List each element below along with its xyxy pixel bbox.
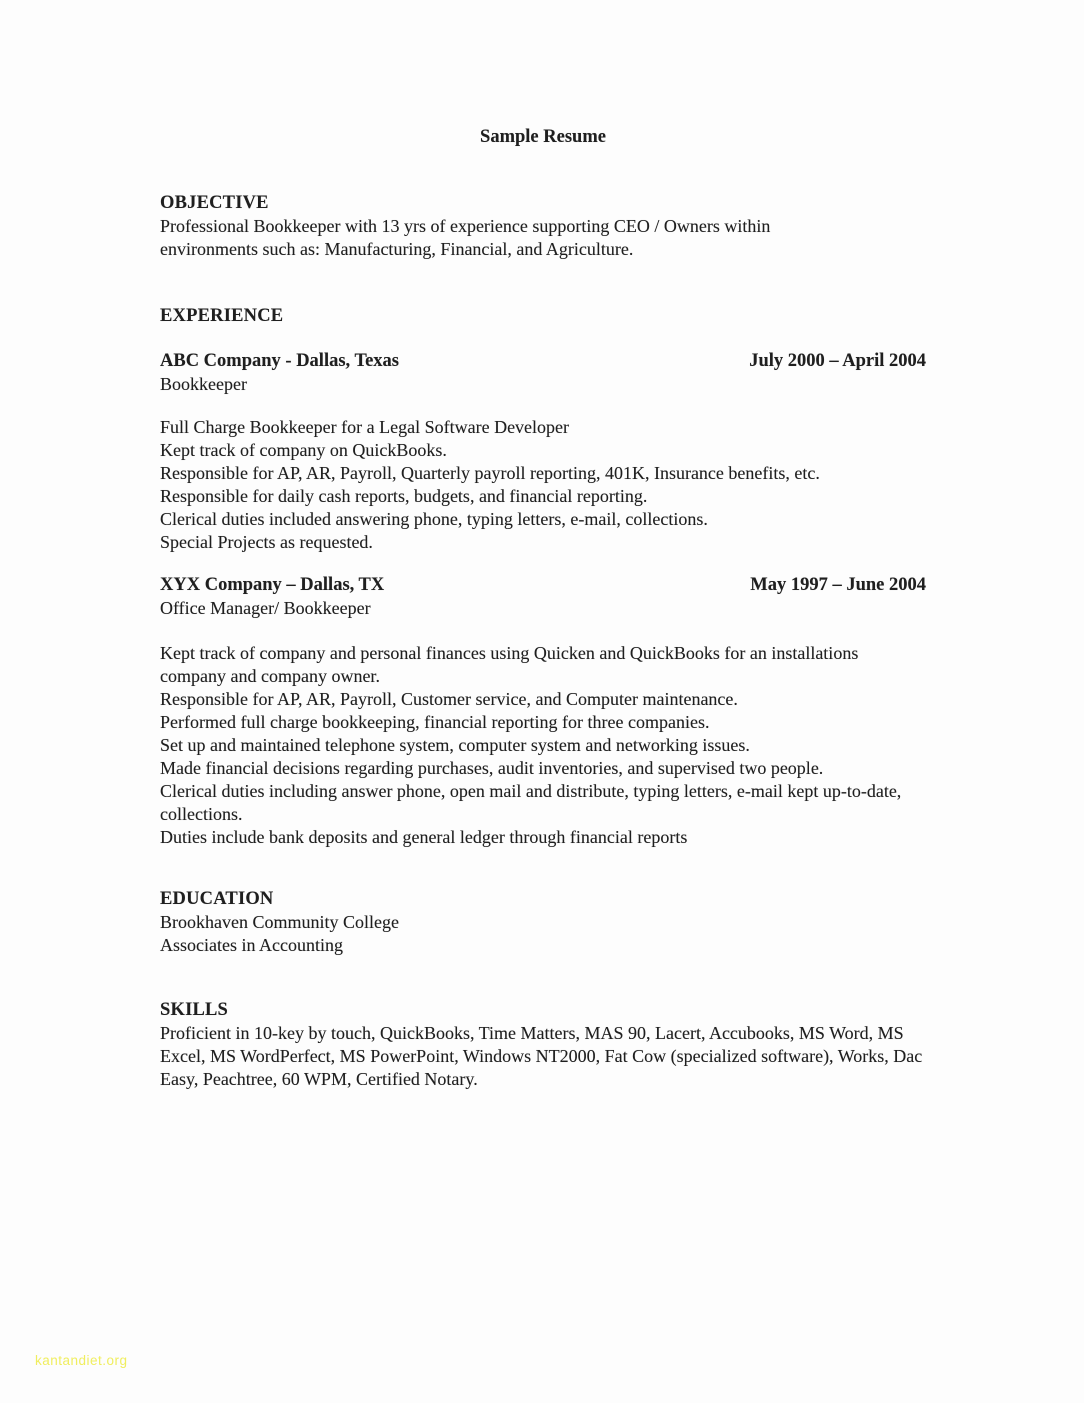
duty-line: Kept track of company and personal finances using Quicken and QuickBooks for an installations company and company owner. xyxy=(160,643,859,686)
duty-line: Clerical duties including answer phone, open mail and distribute, typing letters, e-mail kept up-to-date, collections. xyxy=(160,781,902,824)
duty-line: Special Projects as requested. xyxy=(160,532,373,552)
job-header xyxy=(160,574,926,597)
job-title: Office Manager/ Bookkeeper xyxy=(160,598,371,618)
job-header xyxy=(160,350,926,373)
duty-line: Responsible for daily cash reports, budgets, and financial reporting. xyxy=(160,486,648,506)
duty-line: Made financial decisions regarding purchases, audit inventories, and supervised two people. xyxy=(160,758,824,778)
job-entry-1 xyxy=(160,350,926,554)
duty-line: Performed full charge bookkeeping, financial reporting for three companies. xyxy=(160,712,710,732)
duty-line: Clerical duties included answering phone, typing letters, e-mail, collections. xyxy=(160,509,708,529)
education-school: Brookhaven Community College xyxy=(160,912,399,932)
duty-line: Responsible for AP, AR, Payroll, Customer service, and Computer maintenance. xyxy=(160,689,738,709)
duty-line: Kept track of company on QuickBooks. xyxy=(160,440,447,460)
education-heading: EDUCATION xyxy=(160,889,274,909)
document-title: Sample Resume xyxy=(480,127,606,147)
experience-section xyxy=(160,305,926,849)
duty-line: Full Charge Bookkeeper for a Legal Software Developer xyxy=(160,417,570,437)
objective-text: Professional Bookkeeper with 13 yrs of experience supporting CEO / Owners within environments such as: Manufacturing, Financial, and Agriculture. xyxy=(160,216,771,259)
job-entry-2 xyxy=(160,574,926,849)
duty-line: Set up and maintained telephone system, computer system and networking issues. xyxy=(160,735,750,755)
resume-content xyxy=(160,0,926,1091)
duty-line: Duties include bank deposits and general ledger through financial reports xyxy=(160,827,688,847)
job-title: Bookkeeper xyxy=(160,374,247,394)
job-duties xyxy=(160,642,926,849)
duty-line: Responsible for AP, AR, Payroll, Quarterly payroll reporting, 401K, Insurance benefits, etc. xyxy=(160,463,820,483)
experience-heading: EXPERIENCE xyxy=(160,306,284,326)
education-degree: Associates in Accounting xyxy=(160,935,343,955)
job-dates: May 1997 – June 2004 xyxy=(750,575,926,595)
skills-heading: SKILLS xyxy=(160,1000,229,1020)
objective-section xyxy=(160,192,926,261)
job-dates: July 2000 – April 2004 xyxy=(749,351,926,371)
company-name: XYX Company – Dallas, TX xyxy=(160,575,385,595)
company-name: ABC Company - Dallas, Texas xyxy=(160,351,400,371)
job-duties xyxy=(160,416,926,554)
skills-text: Proficient in 10-key by touch, QuickBooks, Time Matters, MAS 90, Lacert, Accubooks, MS Word, MS Excel, MS WordPerfect, MS PowerPoint, Windows NT2000, Fat Cow (specialized software), Works, Dac Easy, Peachtree, 60 WPM, Certified Notary. xyxy=(160,1023,923,1089)
watermark: kantandiet.org xyxy=(35,1353,128,1368)
education-section xyxy=(160,888,926,957)
skills-section xyxy=(160,999,926,1091)
objective-heading: OBJECTIVE xyxy=(160,193,269,213)
